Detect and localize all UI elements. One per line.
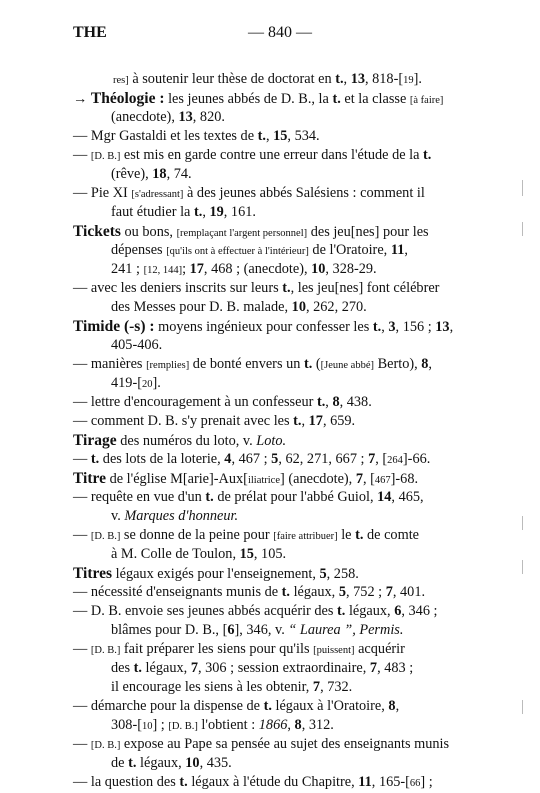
bold-reference: t. <box>316 394 326 410</box>
italic-text: 1866 <box>258 717 288 733</box>
entry-text: , <box>325 394 333 410</box>
entry-text: , 105. <box>253 546 287 562</box>
italic-text: Loto. <box>256 433 287 449</box>
bracketed-note: [faire attribuer] <box>273 531 338 542</box>
entry-text: — <box>73 736 91 752</box>
index-line <box>111 507 238 526</box>
entry-text: — comment D. B. s'y prenait avec les <box>73 413 294 429</box>
bold-reference: 8 <box>332 394 340 410</box>
entry-text: ] ; <box>420 774 433 790</box>
entry-text: , 306 ; session extraordinaire, <box>197 660 370 676</box>
bracketed-note: [D. B.] <box>90 645 121 656</box>
entry-text: , <box>287 717 295 733</box>
index-line <box>111 678 352 697</box>
bold-reference: t. <box>355 527 364 543</box>
entry-text: — avec les deniers inscrits sur leurs <box>73 280 283 296</box>
entry-text: dépenses <box>111 242 167 258</box>
bold-reference: 17 <box>308 413 323 429</box>
bold-reference: 7 <box>312 679 321 695</box>
index-line <box>73 526 419 546</box>
entry-text: , 483 ; <box>377 660 414 676</box>
entry-text: de prélat pour l'abbé Guiol, <box>213 489 378 505</box>
entry-text: légaux, <box>141 660 191 676</box>
entry-text: ]. <box>152 375 161 391</box>
entry-text: 419-[ <box>111 375 142 391</box>
entry-text: le <box>337 527 356 543</box>
entry-text: , [ <box>375 451 388 467</box>
bracketed-note: [D. B.] <box>90 740 121 751</box>
entry-text: — <box>73 641 91 657</box>
entry-text: ]. <box>413 71 422 87</box>
entry-text: , 465, <box>391 489 424 505</box>
entry-text: , 401. <box>392 584 426 600</box>
bracketed-note: [D. B.] <box>90 531 121 542</box>
bold-reference: 19 <box>209 204 224 220</box>
entry-text: (rêve), <box>111 166 153 182</box>
bracketed-note: [12, 144] <box>143 265 183 276</box>
entry-text: — la question des <box>73 774 180 790</box>
entry-text: fait préparer les siens pour qu'ils <box>120 641 314 657</box>
entry-text: — <box>73 527 91 543</box>
bold-reference: t. <box>205 489 214 505</box>
bold-reference: t. <box>337 603 346 619</box>
entry-text: des Messes pour D. B. malade, <box>111 299 292 315</box>
entry-text: Berto), <box>374 356 422 372</box>
index-line <box>73 488 424 507</box>
bold-reference: 13 <box>350 71 365 87</box>
entry-text: , 752 ; <box>346 584 386 600</box>
index-line <box>73 735 449 755</box>
entry-text: , 732. <box>320 679 353 695</box>
entry-text: légaux, <box>345 603 395 619</box>
bold-reference: 15 <box>273 128 288 144</box>
bold-reference: 7 <box>385 584 393 600</box>
entry-text: acquérir <box>354 641 405 657</box>
entry-text: légaux, <box>290 584 339 600</box>
bold-reference: 10 <box>291 299 306 315</box>
index-line <box>111 336 162 355</box>
entry-text: (anecdote), <box>111 109 179 125</box>
entry-text: — démarche pour la dispense de <box>73 698 264 714</box>
entry-text: faut étudier la <box>111 204 194 220</box>
entry-text: à soutenir leur thèse de doctorat en <box>128 71 336 87</box>
index-line <box>111 165 192 184</box>
bold-reference: 14 <box>377 489 392 505</box>
bold-reference: t. <box>128 755 137 771</box>
entry-text: , <box>343 71 351 87</box>
entry-text: légaux exigés pour l'enseignement, <box>112 566 320 582</box>
entry-text: ] (anecdote), <box>280 471 356 487</box>
index-line <box>73 89 443 110</box>
entry-text: et la classe <box>340 91 410 107</box>
index-line <box>73 450 430 470</box>
bold-reference: 10 <box>185 755 200 771</box>
index-line <box>73 146 431 166</box>
entry-text: des jeu[nes] pour les <box>307 224 429 240</box>
entry-text: , 438. <box>339 394 372 410</box>
entry-text: , 156 ; <box>395 319 436 335</box>
bold-reference: t. <box>282 280 291 296</box>
entry-text: , 346 ; <box>401 603 438 619</box>
entry-text: , 328-29. <box>325 261 377 277</box>
bold-reference: 5 <box>319 566 327 582</box>
bracketed-note: 20 <box>141 379 153 390</box>
entry-headword: Titres <box>73 565 113 582</box>
entry-headword: Théologie : <box>90 90 165 107</box>
bold-reference: t. <box>281 584 290 600</box>
entry-text: ou bons, <box>120 224 177 240</box>
entry-text: , 262, 270. <box>305 299 367 315</box>
entry-text: , 74. <box>166 166 192 182</box>
index-line <box>73 431 286 451</box>
index-line <box>73 279 439 298</box>
bold-reference: 13 <box>178 109 193 125</box>
entry-text: , <box>202 204 210 220</box>
entry-text: , <box>381 319 389 335</box>
bracketed-note: [Jeune abbé] <box>320 360 375 371</box>
entry-text: , les jeu[nes] font célébrer <box>290 280 440 296</box>
entry-text: , <box>404 242 408 258</box>
entry-text: ; <box>182 261 190 277</box>
margin-mark <box>522 560 523 574</box>
bold-reference: t. <box>372 319 382 335</box>
index-line <box>73 697 399 716</box>
entry-text: , <box>301 413 309 429</box>
margin-mark <box>522 700 523 714</box>
index-line <box>73 773 433 793</box>
entry-text: ] ; <box>152 717 169 733</box>
bold-reference: 10 <box>311 261 326 277</box>
entry-text: — nécessité d'enseignants munis de <box>73 584 282 600</box>
margin-mark <box>522 222 523 236</box>
bold-reference: 4 <box>224 451 232 467</box>
entry-headword: Tickets <box>73 223 121 240</box>
index-line <box>111 298 367 317</box>
bold-reference: 11 <box>390 242 405 258</box>
index-line <box>73 184 425 204</box>
bold-reference: 17 <box>189 261 204 277</box>
bold-reference: 5 <box>271 451 279 467</box>
entry-text: ], 346, v. <box>234 622 289 638</box>
index-line <box>73 127 320 146</box>
index-line <box>73 222 429 243</box>
bracketed-note: [D. B.] <box>90 151 121 162</box>
index-line <box>111 241 408 261</box>
running-head: THE <box>73 24 107 41</box>
bold-reference: t. <box>133 660 142 676</box>
entry-text: , 312. <box>301 717 334 733</box>
entry-text: légaux à l'étude du Chapitre, <box>187 774 359 790</box>
bold-reference: t. <box>332 91 341 107</box>
entry-text: l'obtient : <box>197 717 259 733</box>
bold-reference: 18 <box>152 166 167 182</box>
bracketed-note: res] <box>113 75 129 86</box>
bold-reference: 6 <box>394 603 402 619</box>
index-line <box>111 545 286 564</box>
entry-text: , 165-[ <box>371 774 410 790</box>
bold-reference: 7 <box>355 471 363 487</box>
entry-text: , [ <box>362 471 375 487</box>
index-line <box>73 640 405 660</box>
entry-text: , <box>428 356 432 372</box>
entry-text: — <box>73 451 91 467</box>
entry-text: , 468 ; (anecdote), <box>203 261 312 277</box>
entry-text: , <box>395 698 400 714</box>
entry-text: — Pie XI <box>73 185 132 201</box>
entry-text: de comte <box>363 527 420 543</box>
entry-text: , <box>265 128 274 144</box>
bold-reference: t. <box>303 356 313 372</box>
bracketed-note: 10 <box>141 721 153 732</box>
index-line <box>111 203 256 222</box>
entry-text: , <box>449 319 454 335</box>
bold-reference: 11 <box>358 774 372 790</box>
bold-reference: 15 <box>239 546 254 562</box>
entry-text: de <box>111 755 129 771</box>
entry-text: des <box>111 660 134 676</box>
index-line <box>111 659 413 678</box>
entry-text: de l'Oratoire, <box>308 242 391 258</box>
entry-text: se donne de la peine pour <box>120 527 274 543</box>
index-line <box>113 70 422 90</box>
bracketed-note: 264 <box>387 455 403 466</box>
entry-text: , 161. <box>223 204 256 220</box>
index-line <box>111 754 232 773</box>
bold-reference: t. <box>263 698 272 714</box>
entry-text: — <box>73 147 91 163</box>
entry-text: — Mgr Gastaldi et les textes de <box>73 128 258 144</box>
entry-text: , 467 ; <box>231 451 272 467</box>
entry-text: les jeunes abbés de D. B., la <box>164 91 333 107</box>
index-line <box>111 108 225 127</box>
entry-text: , 534. <box>287 128 320 144</box>
bold-reference: 8 <box>388 698 396 714</box>
bracketed-note: [remplaçant l'argent personnel] <box>176 228 308 239</box>
entry-text: blâmes pour D. B., [ <box>111 622 228 638</box>
entry-text: à M. Colle de Toulon, <box>111 546 240 562</box>
bold-reference: t. <box>90 451 100 467</box>
entry-text: de bonté envers un <box>189 356 304 372</box>
italic-text: Marques d'honneur. <box>124 508 239 524</box>
entry-text: à des jeunes abbés Salésiens : comment il <box>183 185 425 201</box>
bold-reference: 7 <box>369 660 378 676</box>
entry-headword: Tirage <box>73 432 117 449</box>
entry-text: — manières <box>73 356 147 372</box>
index-line <box>73 602 438 621</box>
margin-mark <box>522 180 523 196</box>
bold-reference: 8 <box>421 356 429 372</box>
bracketed-note: [qu'ils ont à effectuer à l'intérieur] <box>166 246 309 257</box>
bold-reference: 8 <box>294 717 302 733</box>
entry-text: , 62, 271, 667 ; <box>278 451 369 467</box>
bold-reference: t. <box>257 128 266 144</box>
bracketed-note: [remplies] <box>146 360 190 371</box>
bold-reference: t. <box>179 774 188 790</box>
entry-text: , 435. <box>199 755 232 771</box>
bold-reference: 7 <box>368 451 376 467</box>
bracketed-note: [D. B.] <box>168 721 198 732</box>
entry-text: 241 ; <box>111 261 144 277</box>
index-line <box>73 412 355 431</box>
bracketed-note: 66 <box>409 778 421 789</box>
page-number: — 840 — <box>248 24 312 41</box>
entry-headword: Titre <box>73 470 107 487</box>
margin-mark <box>522 516 523 530</box>
entry-text: 405-406. <box>111 337 163 353</box>
index-line <box>73 355 432 375</box>
entry-text: ( <box>312 356 321 372</box>
entry-text: , 258. <box>326 566 359 582</box>
entry-text: , 659. <box>322 413 356 429</box>
bold-reference: 5 <box>338 584 346 600</box>
entry-text: moyens ingénieux pour confesser les <box>154 319 373 335</box>
entry-text: 308-[ <box>111 717 142 733</box>
entry-text: des lots de la loterie, <box>99 451 225 467</box>
entry-headword: Timide (-s) : <box>73 318 155 335</box>
entry-text: , 820. <box>192 109 225 125</box>
entry-text: — lettre d'encouragement à un confesseur <box>73 394 317 410</box>
bold-reference: t. <box>423 147 432 163</box>
entry-text: est mis en garde contre une erreur dans l'étude de la <box>120 147 424 163</box>
entry-text: légaux, <box>136 755 186 771</box>
bracketed-note: [à faire] <box>409 95 444 106</box>
index-line <box>111 621 403 640</box>
entry-text: — D. B. envoie ses jeunes abbés acquérir des <box>73 603 338 619</box>
index-line <box>73 393 372 412</box>
entry-text: — requête en vue d'un <box>73 489 206 505</box>
index-line <box>73 564 359 584</box>
entry-text: expose au Pape sa pensée au sujet des enseignants munis <box>120 736 450 752</box>
bold-reference: 3 <box>388 319 396 335</box>
index-line <box>111 716 334 736</box>
italic-text: “ Laurea ”, Permis. <box>288 622 404 638</box>
entry-text: v. <box>111 508 125 524</box>
bold-reference: t. <box>335 71 344 87</box>
bracketed-note: 19 <box>403 75 414 86</box>
entry-text: ]-66. <box>402 451 431 467</box>
entry-text: ]-68. <box>390 471 419 487</box>
entry-text: de l'église M[arie]-Aux[ <box>106 471 248 487</box>
index-line <box>73 317 453 337</box>
entry-text: légaux à l'Oratoire, <box>271 698 389 714</box>
bracketed-note: [s'adressant] <box>131 189 184 200</box>
entry-text: , 818-[ <box>364 71 404 87</box>
index-line <box>73 469 418 490</box>
index-line <box>73 583 425 602</box>
bold-reference: → <box>73 91 91 107</box>
entry-text: des numéros du loto, v. <box>116 433 257 449</box>
bracketed-note: iliatrice <box>247 475 281 486</box>
bold-reference: t. <box>193 204 203 220</box>
bold-reference: t. <box>293 413 302 429</box>
index-line <box>111 374 161 394</box>
bracketed-note: [puissent] <box>313 645 355 656</box>
bold-reference: 13 <box>435 319 450 335</box>
index-line <box>111 260 377 280</box>
bold-reference: 6 <box>227 622 235 638</box>
bracketed-note: 467 <box>374 475 391 486</box>
bold-reference: 7 <box>190 660 198 676</box>
entry-text: il encourage les siens à les obtenir, <box>111 679 313 695</box>
